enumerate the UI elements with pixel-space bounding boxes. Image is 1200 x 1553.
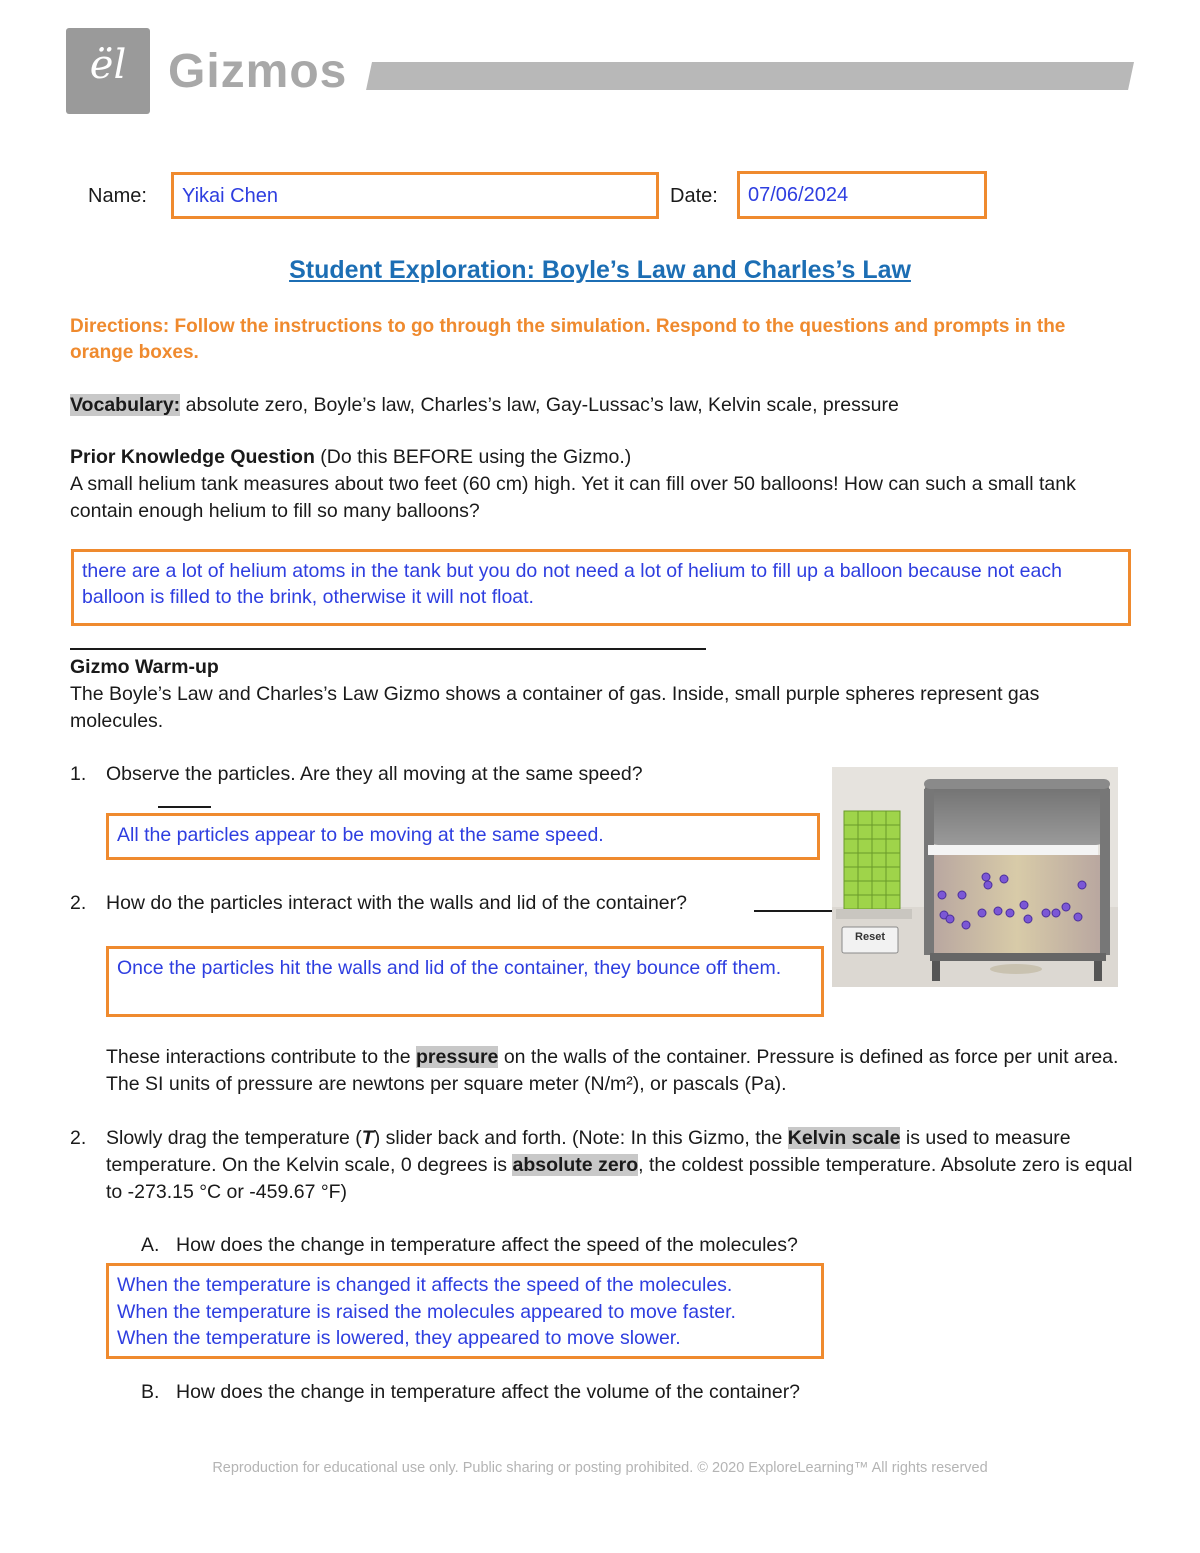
name-field[interactable]: Yikai Chen [171,172,659,219]
question-3-text [106,1125,1136,1206]
question-3a-text: How does the change in temperature affect the speed of the molecules? [176,1234,798,1256]
answer-blank-line [158,806,211,808]
vocabulary-text: absolute zero, Boyle’s law, Charles’s law, Gay-Lussac’s law, Kelvin scale, pressure [180,394,899,416]
prior-knowledge-note: (Do this BEFORE using the Gizmo.) [314,446,632,468]
q3-part-d: , the coldest possible temperature. Absolute zero is equal to -273.15 °C or -459.67 °F) [106,1154,1133,1203]
pressure-text-post: on the walls of the container. Pressure is defined as force per unit area. The SI units of pressure are newtons per square meter (N/m²), or pascals (Pa). [106,1046,1119,1095]
question-2-text: How do the particles interact with the walls and lid of the container? [106,892,687,914]
gas-container [924,779,1110,981]
question-3b-text: How does the change in temperature affect the volume of the container? [176,1381,801,1403]
section-divider [70,648,706,650]
vocabulary [70,392,1130,419]
absolute-zero-term: absolute zero [512,1154,639,1176]
reset-button[interactable]: Reset [855,931,885,943]
q3-part-a: Slowly drag the temperature ( [106,1127,362,1149]
q3-part-c: is used to measure temperature. On the Kelvin scale, 0 degrees is [106,1127,1071,1176]
question-1-text: Observe the particles. Are they all moving at the same speed? [106,763,643,785]
vocabulary-label: Vocabulary: [70,394,181,416]
explorelearning-logo-icon: ël [89,42,127,88]
question-1-number: 1. [70,763,87,785]
answer-3a-box[interactable] [106,1263,824,1359]
question-3a-letter: A. [141,1234,160,1256]
pressure-text-pre: These interactions contribute to the [106,1046,417,1068]
warmup-heading: Gizmo Warm-up [70,656,219,678]
footer-copyright: Reproduction for educational use only. Public sharing or posting prohibited. © 2020 ExploreLearning™ All rights reserved [212,1460,988,1476]
answer-3a-line: When the temperature is lowered, they appeared to move slower. [117,1327,681,1349]
logo [66,28,150,114]
answer-2-box[interactable]: Once the particles hit the walls and lid of the container, they bounce off them. [106,946,824,1017]
answer-3a-line: When the temperature is changed it affects the speed of the molecules. [117,1274,733,1296]
prior-knowledge-heading [70,444,1130,471]
burner [990,964,1042,974]
brand-name: Gizmos [168,45,348,98]
question-2-number: 2. [70,892,87,914]
temperature-symbol: T [361,1127,374,1149]
prior-knowledge-question: A small helium tank measures about two feet (60 cm) high. Yet it can fill over 50 balloons! How can such a small tank contain enough helium to fill so many balloons? [70,473,1076,522]
date-field[interactable]: 07/06/2024 [737,171,987,219]
q3-part-b: ) slider back and forth. (Note: In this Gizmo, the [373,1127,788,1149]
directions: Directions: Follow the instructions to go through the simulation. Respond to the questions and prompts in the orange boxes. [70,316,1066,363]
answer-1-box[interactable]: All the particles appear to be moving at the same speed. [106,813,820,860]
name-label: Name: [88,185,147,207]
header-bar [366,62,1134,90]
prior-knowledge-answer-box[interactable]: there are a lot of helium atoms in the tank but you do not need a lot of helium to fill up a balloon because not each balloon is filled to the brink, otherwise it will not float. [71,549,1131,626]
warmup-intro: The Boyle’s Law and Charles’s Law Gizmo shows a container of gas. Inside, small purple spheres represent gas molecules. [70,683,1040,732]
answer-blank-line [754,910,834,912]
pressure-paragraph [106,1044,1136,1098]
page-title: Student Exploration: Boyle’s Law and Charles’s Law [289,256,911,284]
date-label: Date: [670,185,718,207]
gizmo-screenshot [832,767,1118,987]
kelvin-scale-term: Kelvin scale [787,1127,901,1149]
question-3-number: 2. [70,1127,87,1149]
question-3b-letter: B. [141,1381,160,1403]
prior-knowledge-title: Prior Knowledge Question [70,446,315,468]
gas-container-illustration [832,767,1118,987]
pressure-term: pressure [416,1046,499,1068]
answer-3a-line: When the temperature is raised the molecules appeared to move faster. [117,1300,736,1323]
